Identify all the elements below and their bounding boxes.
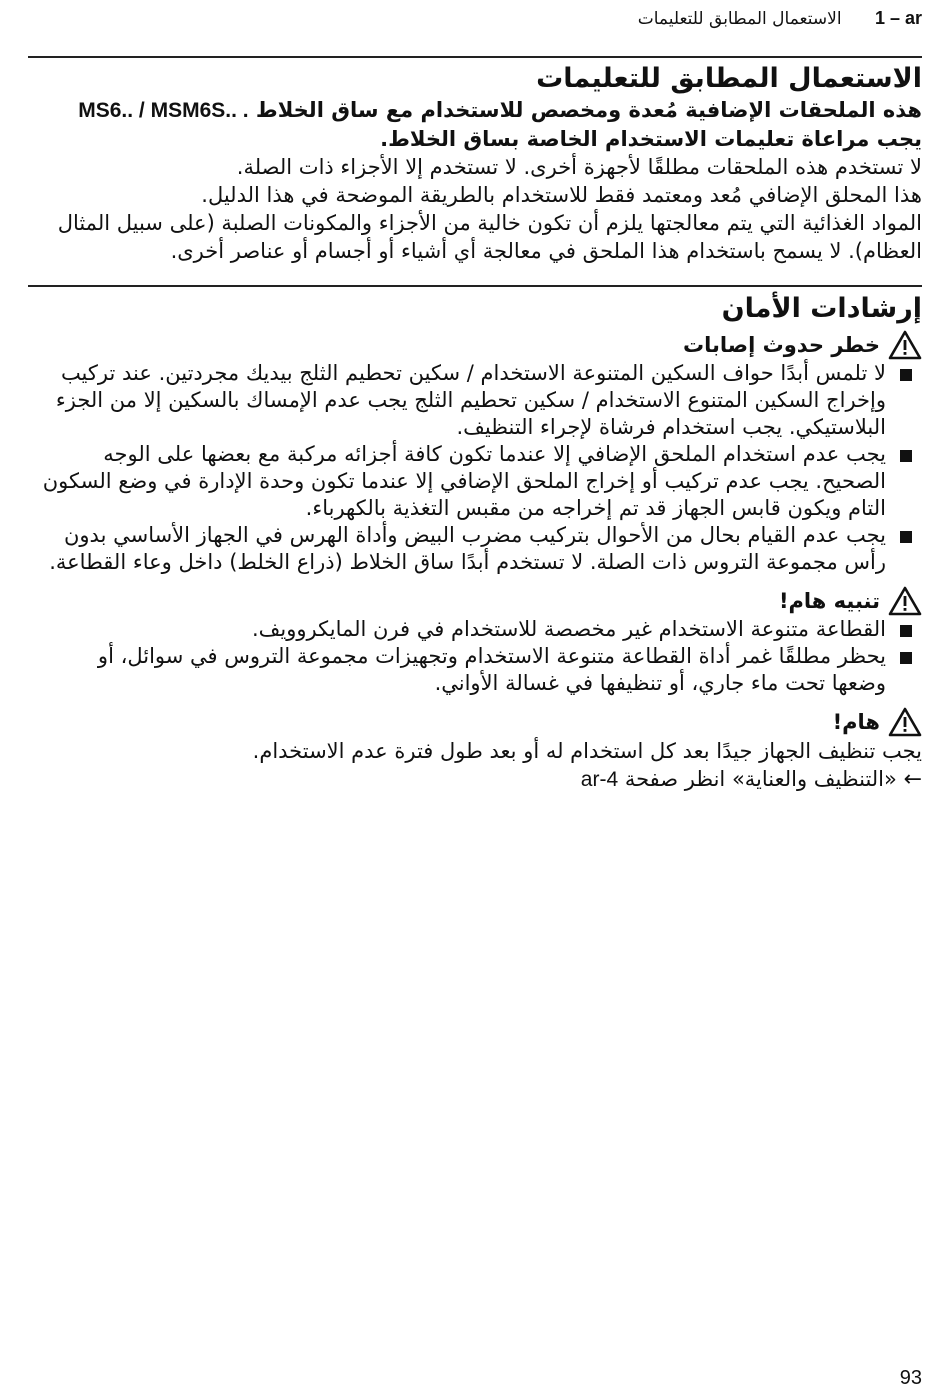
header-title: الاستعمال المطابق للتعليمات [637, 9, 842, 29]
cross-reference-link[interactable] [40, 765, 922, 794]
warning-important-list [40, 616, 922, 697]
warning-injury-heading [40, 330, 922, 360]
warning-triangle-icon [888, 707, 922, 737]
section-heading: الاستعمال المطابق للتعليمات [536, 63, 922, 94]
divider-middle [28, 285, 922, 287]
warning-title: خطر حدوث إصابات [683, 333, 880, 357]
cleaning-note: يجب تنظيف الجهاز جيدًا بعد كل استخدام له أو بعد طول فترة عدم الاستخدام. [252, 739, 922, 763]
list-item-text: يجب عدم استخدام الملحق الإضافي إلا عندما تكون كافة أجزائه مركبة مع بعضها على الوجه الصحيح. يجب عدم تركيب أو إخراج الملحق الإضافي إلا عندما تكون وحدة الإدارة في وضع السكون التام ويكون قابس الجهاز قد تم إخراجه من مقبس التغذية بالكهرباء. [42, 442, 886, 520]
warning-important-heading [40, 586, 922, 616]
list-item-text: القطاعة متنوعة الاستخدام غير مخصصة للاستخدام في فرن المايكروويف. [252, 617, 886, 641]
intended-use-bold-line-2: يجب مراعاة تعليمات الاستخدام الخاصة بساق الخلاط. [380, 127, 922, 151]
intended-use-paragraph-1: لا تستخدم هذه الملحقات مطلقًا لأجهزة أخرى. لا تستخدم إلا الأجزاء ذات الصلة. [236, 155, 922, 179]
intended-use-paragraph-2: هذا المحلق الإضافي مُعد ومعتمد فقط للاستخدام بالطريقة الموضحة في هذا الدليل. [201, 183, 922, 207]
square-bullet-icon [900, 652, 912, 664]
intended-use-paragraph-3: المواد الغذائية التي يتم معالجتها يلزم أن تكون خالية من الأجزاء والمكونات الصلبة (على سبيل المثال العظام). لا يسمح باستخدام هذا الملحق في معالجة أي أشياء أو أجسام أو عناصر أخرى. [57, 211, 922, 263]
list-item [40, 643, 922, 697]
warning-triangle-icon [888, 330, 922, 360]
square-bullet-icon [900, 625, 912, 637]
list-item-text: يحظر مطلقًا غمر أداة القطاعة متنوعة الاستخدام وتجهيزات مجموعة التروس في سوائل، أو وضعها تحت ماء جاري، أو تنظيفها في غسالة الأواني. [97, 644, 886, 695]
section-safety [40, 292, 922, 794]
arrow-left-icon: ← [903, 767, 922, 792]
bold-line-arabic: هذه الملحقات الإضافية مُعدة ومخصص للاستخدام مع ساق الخلاط [255, 98, 922, 122]
xref-text: «التنظيف والعناية» انظر صفحة [624, 767, 897, 791]
list-item-text: يجب عدم القيام بحال من الأحوال بتركيب مضرب البيض وأداة الهرس في الجهاز الأساسي بدون رأس مجموعة التروس ذات الصلة. لا تستخدم أبدًا ساق الخلاط (ذراع الخلط) داخل وعاء القطاعة. [49, 523, 886, 574]
xref-page: ar-4 [580, 768, 619, 791]
page-header [28, 4, 922, 34]
page-number: 93 [899, 1367, 922, 1389]
intended-use-bold-line-1 [40, 96, 922, 125]
list-item [40, 616, 922, 643]
warning-note-heading [40, 707, 922, 737]
list-item [40, 522, 922, 576]
list-item [40, 360, 922, 441]
list-item [40, 441, 922, 522]
warning-triangle-icon [888, 586, 922, 616]
page-code: 1 – ar [874, 8, 922, 28]
square-bullet-icon [900, 369, 912, 381]
model-numbers: MS6.. / MSM6S.. . [78, 99, 249, 122]
warning-title: هام! [832, 710, 880, 734]
warning-title: تنبيه هام! [778, 589, 880, 613]
square-bullet-icon [900, 531, 912, 543]
list-item-text: لا تلمس أبدًا حواف السكين المتنوعة الاستخدام / سكين تحطيم الثلج بيديك مجردتين. عند تركيب وإخراج السكين المتنوع الاستخدام / سكين تحطيم الثلج يجب عدم الإمساك بالسكين إلا من الجزء البلاستيكي. يجب استخدام فرشاة لإجراء التنظيف. [55, 361, 886, 439]
divider-top [28, 56, 922, 58]
square-bullet-icon [900, 450, 912, 462]
section-heading: إرشادات الأمان [721, 293, 922, 324]
warning-injury-list [40, 360, 922, 576]
section-intended-use [40, 62, 922, 265]
